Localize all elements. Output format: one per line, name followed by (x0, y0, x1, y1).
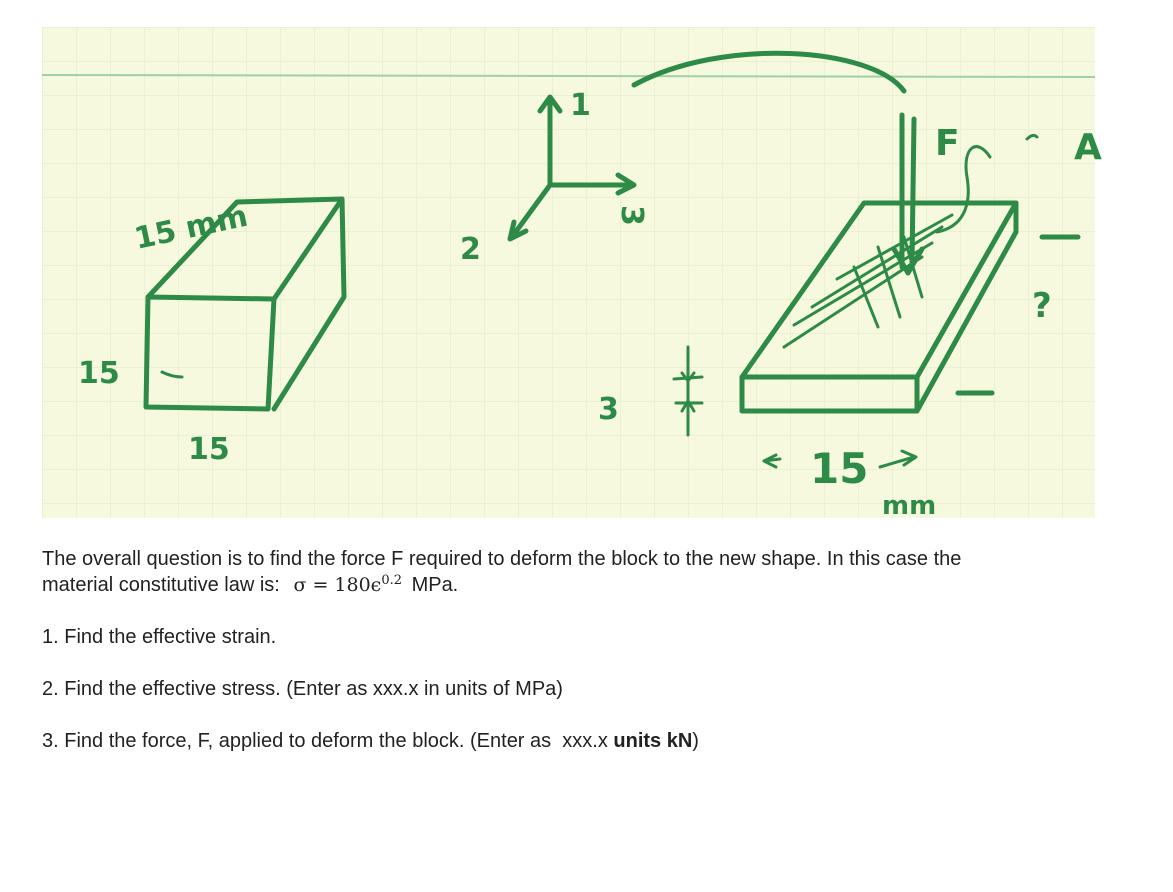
cube-label-top: 15 mm (131, 198, 251, 257)
equation-unit: MPa. (411, 574, 459, 596)
equation-lhs: σ = 180ϵ (293, 574, 382, 596)
intro-line-1: The overall question is to find the force F required to deform the block to the new shape. In this case the (42, 548, 962, 570)
axis-2-label: 2 (460, 232, 481, 267)
axis-1-label: 1 (570, 88, 591, 123)
plate-unit-label: mm (882, 491, 937, 521)
area-label: A (1074, 127, 1102, 168)
question-3-units: units kN (613, 730, 693, 752)
question-3-close: ) (692, 730, 699, 752)
plate-width-label: 15 (810, 444, 869, 493)
cube-label-bottom: 15 (188, 432, 230, 467)
plate-thickness-label: 3 (598, 392, 619, 427)
height-unknown-label: ? (1032, 286, 1052, 326)
question-3 (42, 728, 1142, 754)
question-1: 1. Find the effective strain. (42, 626, 277, 648)
force-label: F (935, 123, 960, 164)
question-3-text: 3. Find the force, F, applied to deform the block. (Enter as xxx.x (42, 730, 614, 752)
cube-label-left: 15 (78, 356, 120, 391)
intro-line-2: material constitutive law is: (42, 574, 280, 596)
question-intro (42, 546, 1142, 598)
problem-sketch (42, 27, 1102, 521)
axis-3-label: 3 (614, 205, 649, 226)
equation-exponent: 0.2 (381, 573, 402, 588)
constitutive-equation (293, 574, 402, 596)
question-2: 2. Find the effective stress. (Enter as xxx.x in units of MPa) (42, 678, 563, 700)
question-text (42, 546, 1142, 780)
